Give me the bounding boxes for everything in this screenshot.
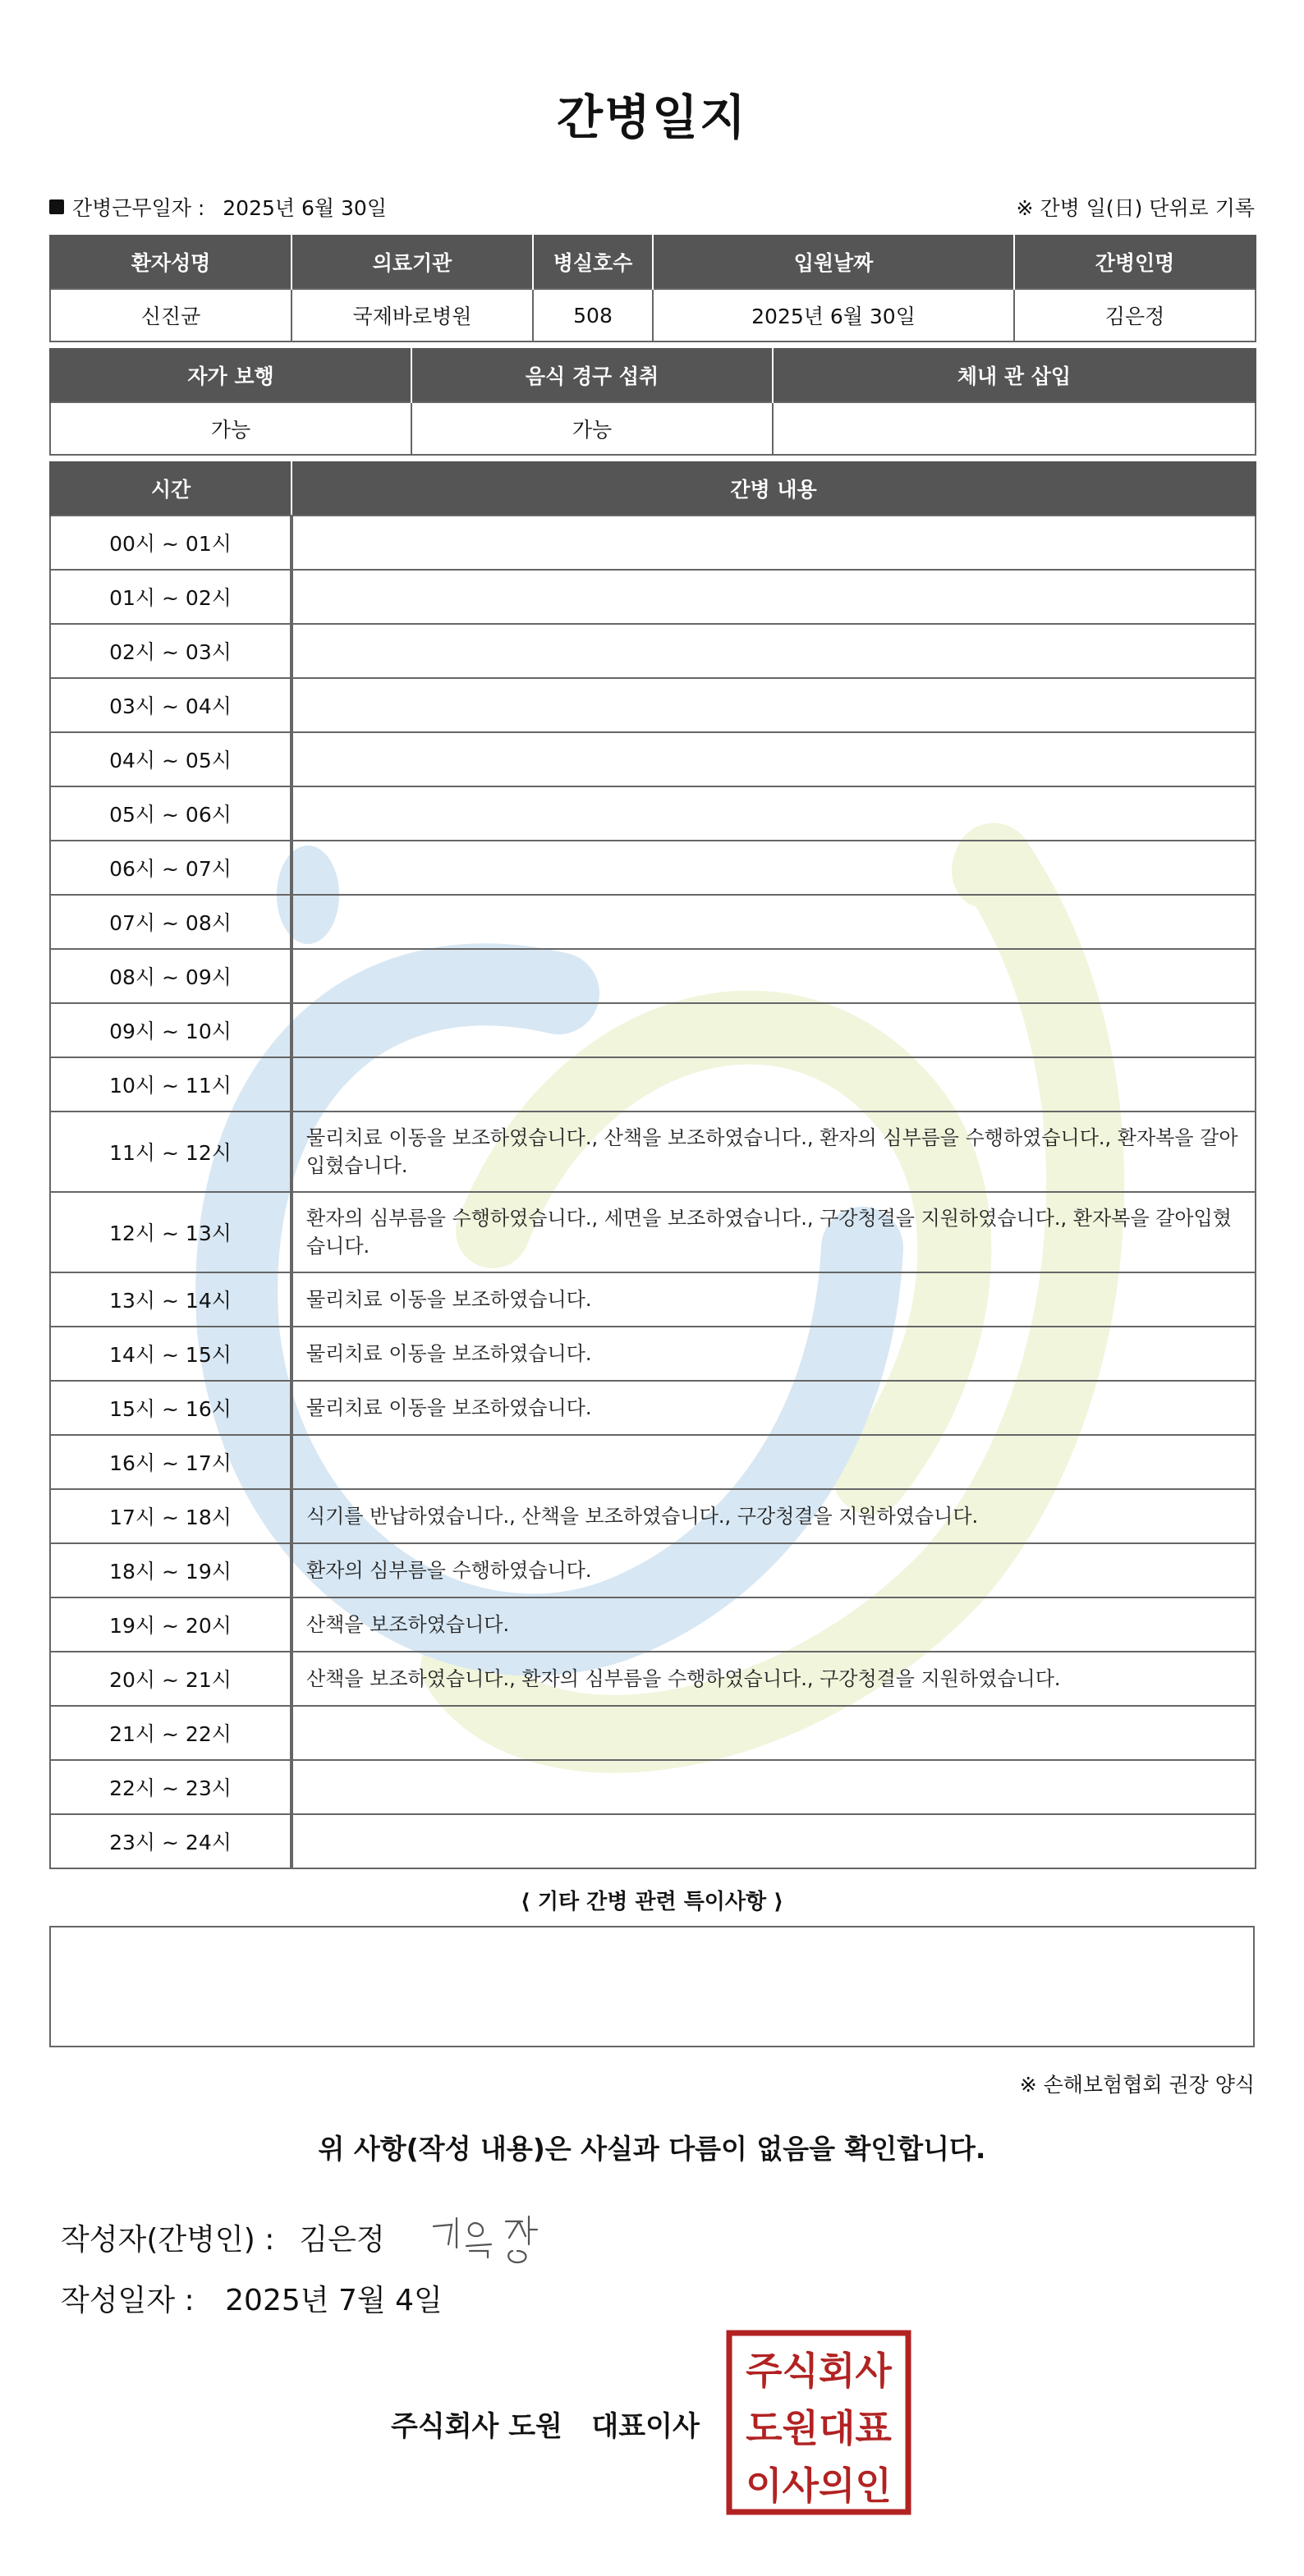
log-row: [50, 895, 1256, 949]
special-notes-title: ⟨ 기타 간병 관련 특이사항 ⟩: [520, 1890, 784, 1914]
header-patient-name: 환자성명: [50, 235, 292, 289]
log-time: 20시 ~ 21시: [50, 1652, 292, 1706]
log-time: 08시 ~ 09시: [50, 949, 292, 1003]
work-date-value: 2025년 6월 30일: [223, 196, 387, 220]
log-content: [292, 624, 1256, 678]
walking-value: 가능: [50, 402, 411, 455]
header-walking: 자가 보행: [50, 348, 411, 402]
log-content: [292, 1003, 1256, 1057]
log-time: 07시 ~ 08시: [50, 895, 292, 949]
room-number: 508: [533, 289, 653, 341]
log-content: [292, 678, 1256, 732]
log-content: 환자의 심부름을 수행하였습니다.: [292, 1543, 1256, 1597]
log-content: [292, 895, 1256, 949]
log-row: [50, 1112, 1256, 1192]
log-content: [292, 1435, 1256, 1489]
header-tube: 체내 관 삽입: [773, 348, 1256, 402]
log-time: 10시 ~ 11시: [50, 1057, 292, 1112]
oral-intake-value: 가능: [411, 402, 773, 455]
work-date: [49, 192, 387, 222]
patient-value-row: [50, 289, 1256, 341]
header-room: 병실호수: [533, 235, 653, 289]
record-note: ※ 간병 일(日) 단위로 기록: [1016, 196, 1255, 220]
log-time: 19시 ~ 20시: [50, 1597, 292, 1652]
log-row: [50, 949, 1256, 1003]
log-content: [292, 841, 1256, 895]
log-time: 03시 ~ 04시: [50, 678, 292, 732]
log-row: [50, 732, 1256, 786]
meta-row: [49, 192, 1255, 222]
handwritten-signature: [427, 2208, 550, 2274]
log-header-row: [50, 461, 1256, 516]
status-value-row: [50, 402, 1256, 455]
hourly-log-table: [49, 461, 1256, 1869]
tube-value: [773, 402, 1256, 455]
stamp-line-2: 도원대표: [746, 2406, 892, 2450]
log-time: 18시 ~ 19시: [50, 1543, 292, 1597]
log-content: 물리치료 이동을 보조하였습니다., 산책을 보조하였습니다., 환자의 심부름을 수행하였습니다., 환자복을 갈아입혔습니다.: [292, 1112, 1256, 1192]
log-time: 13시 ~ 14시: [50, 1272, 292, 1327]
log-content: 물리치료 이동을 보조하였습니다.: [292, 1272, 1256, 1327]
company-seal-stamp: [726, 2330, 911, 2515]
log-content: 환자의 심부름을 수행하였습니다., 세면을 보조하였습니다., 구강청결을 지원하였습니다., 환자복을 갈아입혔습니다.: [292, 1192, 1256, 1272]
log-time: 00시 ~ 01시: [50, 516, 292, 570]
stamp-line-1: 주식회사: [746, 2349, 892, 2393]
log-content: [292, 1706, 1256, 1760]
log-row: [50, 1435, 1256, 1489]
log-row: [50, 1597, 1256, 1652]
log-row: [50, 1489, 1256, 1543]
log-content: [292, 570, 1256, 624]
log-time: 17시 ~ 18시: [50, 1489, 292, 1543]
log-time: 16시 ~ 17시: [50, 1435, 292, 1489]
log-time: 14시 ~ 15시: [50, 1327, 292, 1381]
patient-name: 신진균: [50, 289, 292, 341]
log-row: [50, 1003, 1256, 1057]
log-row: [50, 1057, 1256, 1112]
log-row: [50, 1706, 1256, 1760]
work-date-label: 간병근무일자 :: [72, 196, 205, 220]
log-row: [50, 624, 1256, 678]
header-hospital: 의료기관: [292, 235, 533, 289]
log-content: 산책을 보조하였습니다.: [292, 1597, 1256, 1652]
log-time: 06시 ~ 07시: [50, 841, 292, 895]
special-notes-box: [49, 1926, 1255, 2047]
status-header-row: [50, 348, 1256, 402]
header-content: 간병 내용: [292, 461, 1256, 516]
log-time: 12시 ~ 13시: [50, 1192, 292, 1272]
log-row: [50, 1272, 1256, 1327]
log-content: 식기를 반납하였습니다., 산책을 보조하였습니다., 구강청결을 지원하였습니다.: [292, 1489, 1256, 1543]
bullet-square-icon: [49, 199, 64, 214]
log-time: 05시 ~ 06시: [50, 786, 292, 841]
write-date-line: [61, 2277, 443, 2319]
log-time: 01시 ~ 02시: [50, 570, 292, 624]
patient-header-row: [50, 235, 1256, 289]
log-content: 물리치료 이동을 보조하였습니다.: [292, 1327, 1256, 1381]
write-date-value: 2025년 7월 4일: [225, 2284, 443, 2317]
log-content: [292, 516, 1256, 570]
write-date-label: 작성일자 :: [61, 2284, 195, 2317]
log-content: [292, 1760, 1256, 1814]
writer-line: [61, 2216, 385, 2258]
log-row: [50, 1327, 1256, 1381]
log-row: [50, 516, 1256, 570]
patient-status-table: [49, 348, 1256, 456]
log-time: 15시 ~ 16시: [50, 1381, 292, 1435]
log-content: 물리치료 이동을 보조하였습니다.: [292, 1381, 1256, 1435]
log-body: [50, 516, 1256, 1868]
header-admission-date: 입원날짜: [653, 235, 1014, 289]
stamp-line-3: 이사의인: [746, 2464, 892, 2508]
log-row: [50, 786, 1256, 841]
company-representative: 주식회사 도원 대표이사: [391, 2410, 700, 2443]
log-row: [50, 570, 1256, 624]
log-time: 04시 ~ 05시: [50, 732, 292, 786]
log-row: [50, 1760, 1256, 1814]
log-time: 22시 ~ 23시: [50, 1760, 292, 1814]
confirmation-statement: 위 사항(작성 내용)은 사실과 다름이 없음을 확인합니다.: [318, 2133, 986, 2165]
page-title: 간병일지: [556, 89, 748, 145]
log-row: [50, 1192, 1256, 1272]
log-content: [292, 786, 1256, 841]
header-time: 시간: [50, 461, 292, 516]
header-caregiver: 간병인명: [1014, 235, 1256, 289]
log-time: 11시 ~ 12시: [50, 1112, 292, 1192]
log-content: 산책을 보조하였습니다., 환자의 심부름을 수행하였습니다., 구강청결을 지원하였습니다.: [292, 1652, 1256, 1706]
caregiver-name: 김은정: [1014, 289, 1256, 341]
log-row: [50, 1814, 1256, 1868]
writer-name: 김은정: [299, 2223, 385, 2257]
log-row: [50, 1652, 1256, 1706]
writer-label: 작성자(간병인) :: [61, 2223, 275, 2257]
log-time: 23시 ~ 24시: [50, 1814, 292, 1868]
patient-info-table: [49, 235, 1256, 342]
log-content: [292, 732, 1256, 786]
log-row: [50, 1543, 1256, 1597]
log-row: [50, 841, 1256, 895]
log-time: 09시 ~ 10시: [50, 1003, 292, 1057]
admission-date: 2025년 6월 30일: [653, 289, 1014, 341]
log-row: [50, 678, 1256, 732]
log-time: 21시 ~ 22시: [50, 1706, 292, 1760]
log-content: [292, 1814, 1256, 1868]
insurance-note: ※ 손해보험협회 권장 양식: [1019, 2073, 1255, 2097]
log-time: 02시 ~ 03시: [50, 624, 292, 678]
header-oral-intake: 음식 경구 섭취: [411, 348, 773, 402]
log-content: [292, 1057, 1256, 1112]
log-content: [292, 949, 1256, 1003]
log-row: [50, 1381, 1256, 1435]
hospital-name: 국제바로병원: [292, 289, 533, 341]
